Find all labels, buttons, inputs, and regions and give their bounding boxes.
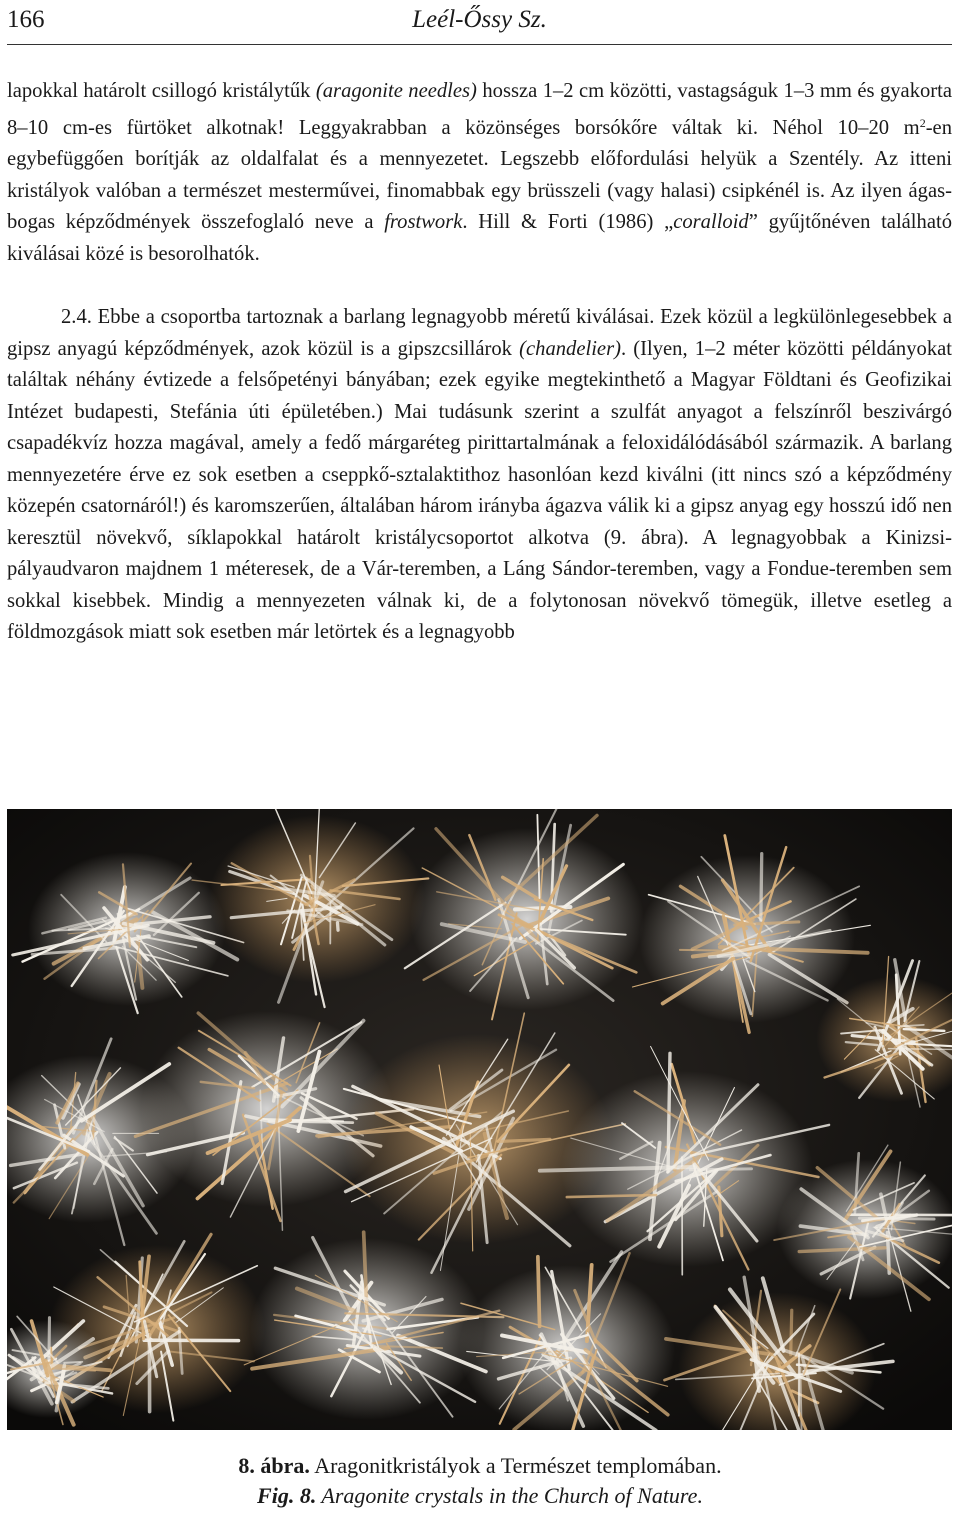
superscript: 2 [919, 115, 926, 130]
page-header [7, 0, 952, 46]
crystal-needle [761, 854, 762, 921]
crystal-needle [791, 1310, 792, 1354]
crystal-needle [64, 1362, 82, 1363]
caption-hungarian: 8. ábra. Aragonitkristályok a Természet templomában. [238, 1453, 722, 1478]
crystal-cluster [410, 828, 644, 1010]
paragraph-1: lapokkal határolt csillogó kristálytűk (aragonite needles) hossza 1–2 cm közötti, vastagságuk 1–3 mm és gyakorta 8–10 cm-es fürtöket alkotnak! Leggyakrabban a közönséges borsókőre váltak ki. Néhol 10–20 $m^2-en$ egybefüggően borítják az oldalfalat és a mennyezetet. Legszebb előfordulási helyük a Szentély. Az itteni kristályok valóban a természet mesterművei, finomabbak egy brüsszeli (vagy halasi) csipkénél is. Az ilyen ágas-bogas képződmények összefoglaló neve a frostwork. Hill & Forti (1986) „coralloid” gyűjtőnéven található kiválásai közé is besorolhatók. [7, 80, 953, 265]
caption-en-label: Fig. 8. [257, 1483, 317, 1508]
caption-hu-label: 8. ábra. [238, 1453, 310, 1478]
paragraph-2: 2.4. Ebbe a csoportba tartoznak a barlang legnagyobb méretű kiválásai. Ezek közül a legkülönlegesebbek a gipsz anyagú képződmények, azok közül is a gipszcsillárok (chandelier). (Ilyen, 1–2 méter közötti példányokat találtak néhány évtizede a felsőpetényi bányában; ezek egyike megtekinthető a Magyar Földtani és Geofizikai Intézet budapesti, Stefánia úti épületében.) Mai tudásunk szerint a szulfát anyagot a felszínről beszivárgó csapadékvíz hozza magával, amely a fedő márgaréteg pirittartalmának a feloxidálódásából származik. A barlang mennyezetére érve ez sok esetben a cseppkő-sztalaktithoz hasonlóan kezd kiválni (itt nincs szó a képződmény közepén csatornáról!) és karomszerűen, általában három irányba ágazva válik ki a gipsz anyag egy hosszú idő nen keresztül növekvő, síklapokkal határolt kristálycsoportot alkotva (9. ábra). A legnagyobbak a Kinizsi-pályaudvaron majdnem 1 méteresek, de a Vár-teremben, a Láng Sándor-teremben, vagy a Fondue-teremben sem sokkal kisebbek. Mindig a mennyezeten válnak ki, de a folytonosan növekvő tömegük, illetve esetleg a földmozgások miatt sok esetben már letörtek és a legnagyobb [7, 306, 952, 643]
term-chandelier: (chandelier) [519, 337, 621, 360]
photo-illustration [7, 809, 952, 1430]
term-frostwork: frostwork [384, 211, 463, 233]
header-rule [7, 44, 952, 45]
crystal-needle [538, 1257, 540, 1327]
term-aragonite-needles: (aragonite needles) [315, 80, 477, 102]
page-number: 166 [7, 6, 45, 33]
aragonite-crystals-photo [7, 809, 952, 1430]
running-title: Leél-Őssy Sz. [412, 6, 547, 33]
crystal-needle [337, 923, 338, 930]
crystal-cluster [777, 1159, 952, 1299]
body-text [7, 76, 952, 649]
caption-english: Fig. 8. Aragonite crystals in the Church of Nature. [257, 1483, 703, 1508]
term-coralloid: coralloid [673, 211, 749, 233]
crystal-needle [859, 1218, 934, 1219]
figure-caption [0, 1451, 960, 1511]
